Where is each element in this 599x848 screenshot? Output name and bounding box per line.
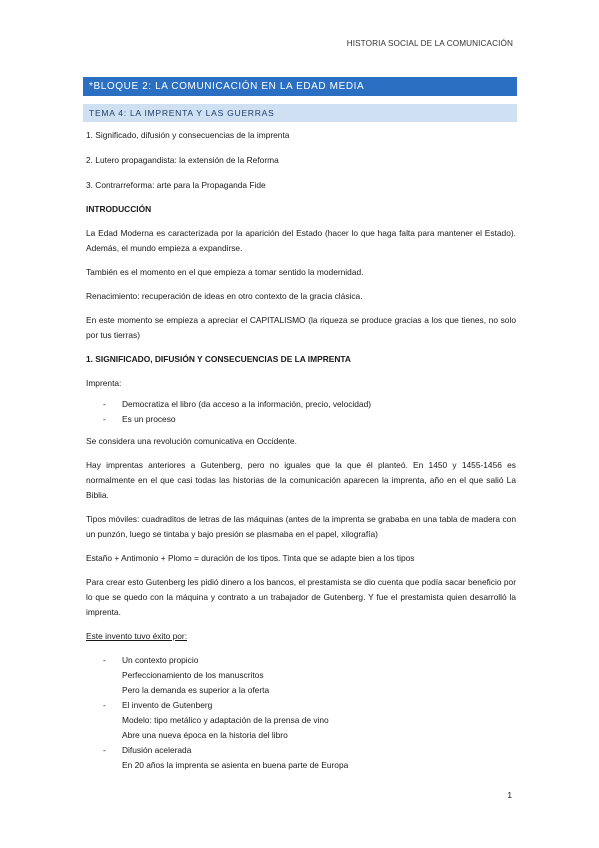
paragraph: La Edad Moderna es caracterizada por la aparición del Estado (hacer lo que haga falta para mantener el Estado). Además, el mundo empieza a expandirse. (86, 228, 516, 253)
dash-icon: - (103, 399, 106, 409)
paragraph: Hay imprentas anteriores a Gutenberg, pero no iguales que la que él planteó. En 1450 y 1455-1456 es normalmente en el que casi todas las historias de la comunicación aparecen la imprenta, año en el que salió La Biblia. (86, 460, 516, 500)
bullet-list (86, 397, 516, 427)
topic-banner: TEMA 4: LA IMPRENTA Y LAS GUERRAS (83, 104, 517, 122)
index-item: 1. Significado, difusión y consecuencias de la imprenta (86, 130, 290, 140)
intro-heading: INTRODUCCIÓN (86, 204, 152, 214)
paragraph: Tipos móviles: cuadraditos de letras de las máquinas (antes de la imprenta se grababa en una tabla de madera con un punzón, luego se tintaba y bajo presión se plasmaba en el papel, xilografía) (86, 514, 516, 539)
paragraph: Renacimiento: recuperación de ideas en otro contexto de la gracia clásica. (86, 291, 363, 301)
list-item: - Difusión acelerada (86, 743, 516, 758)
section-heading: 1. SIGNIFICADO, DIFUSIÓN Y CONSECUENCIAS DE LA IMPRENTA (86, 354, 351, 364)
index-item: 3. Contrarreforma: arte para la Propaganda Fide (86, 180, 266, 190)
paragraph: Se considera una revolución comunicativa en Occidente. (86, 436, 297, 446)
running-header: HISTORIA SOCIAL DE LA COMUNICACIÓN (346, 39, 513, 48)
list-label: Imprenta: (86, 378, 122, 388)
bullet-list (86, 653, 516, 773)
list-subitem: Modelo: tipo metálico y adaptación de la prensa de vino (122, 715, 329, 725)
document-body (86, 128, 516, 773)
list-item: - Un contexto propicio (86, 653, 516, 668)
paragraph: En este momento se empieza a apreciar el CAPITALISMO (la riqueza se produce gracias a los que tienes, no solo por tus tierras) (86, 315, 516, 340)
dash-icon: - (103, 745, 106, 755)
list-label: Este invento tuvo éxito por: (86, 631, 188, 641)
page-number: 1 (507, 790, 512, 800)
list-item: - Democratiza el libro (da acceso a la información, precio, velocidad) (86, 397, 516, 412)
paragraph: Para crear esto Gutenberg les pidió dinero a los bancos, el prestamista se dio cuenta que podía sacar beneficio por lo que se quedo con la máquina y contrato a un trabajador de Gutenberg. Y fue el prestamista quien desarrolló la imprenta. (86, 577, 516, 617)
list-item: - El invento de Gutenberg (86, 698, 516, 713)
list-subitem: En 20 años la imprenta se asienta en buena parte de Europa (122, 760, 349, 770)
dash-icon: - (103, 655, 106, 665)
paragraph: Estaño + Antimonio + Plomo = duración de los tipos. Tinta que se adapte bien a los tipos (86, 553, 415, 563)
list-item: - Es un proceso (86, 412, 516, 427)
list-subitem: Perfeccionamiento de los manuscritos (122, 670, 264, 680)
dash-icon: - (103, 414, 106, 424)
index-item: 2. Lutero propagandista: la extensión de la Reforma (86, 155, 279, 165)
list-subitem: Pero la demanda es superior a la oferta (122, 685, 270, 695)
block-banner: *BLOQUE 2: LA COMUNICACIÓN EN LA EDAD MEDIA (83, 77, 517, 96)
paragraph: También es el momento en el que empieza a tomar sentido la modernidad. (86, 267, 364, 277)
list-subitem: Abre una nueva época en la historia del libro (122, 730, 288, 740)
dash-icon: - (103, 700, 106, 710)
